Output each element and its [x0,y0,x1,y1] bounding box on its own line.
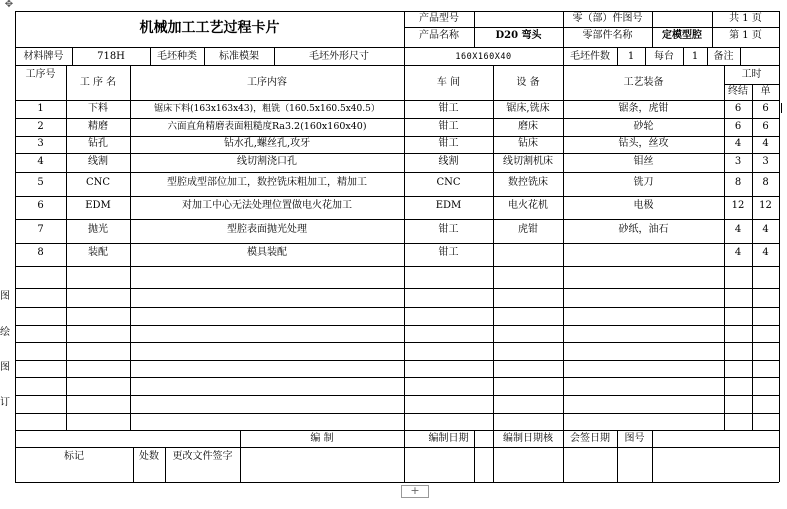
change-doc-label: 更改文件签字 [172,451,233,462]
cell-seq: 2 [37,121,44,132]
cell-name: EDM [85,200,111,211]
product-name-value: D20 弯头 [495,30,542,41]
compile-label: 编 制 [310,433,334,444]
cell-content: 六面直角精磨表面粗糙度Ra3.2(160x160x40) [167,121,367,132]
mark-label: 标记 [64,451,84,462]
blank-size-label: 毛坯外形尺寸 [309,51,369,62]
cell-tooling: 锯条，虎钳 [618,103,669,114]
remark-label: 备注 [713,51,734,62]
col-hours-header: 工时 [741,69,762,80]
cell-name: 钻孔 [88,138,108,149]
cell-hours-final: 6 [734,103,742,114]
cell-seq: 7 [37,224,44,235]
cell-workshop: 线割 [438,156,459,167]
count-label: 处数 [139,451,159,462]
cell-content: 模具装配 [247,247,287,258]
part-no-label: 零（部）件图号 [572,13,643,24]
grid-line [15,430,779,431]
cell-equipment: 虎钳 [518,224,538,235]
cell-name: 抛光 [88,224,108,235]
cell-tooling: 砂轮 [633,121,654,132]
cell-content: 线切割浇口孔 [237,156,297,167]
cell-hours-final: 8 [734,177,742,188]
grid-line [15,482,779,483]
cell-content: 型腔表面抛光处理 [227,224,307,235]
blank-count-label: 毛坯件数 [570,51,610,62]
table-move-handle-icon[interactable]: ✥ [4,0,14,10]
blank-size-value: 160X160X40 [455,52,512,62]
side-label: 订 [0,397,10,408]
col-content-header: 工序内容 [247,77,287,88]
side-label: 图 [0,362,10,373]
grid-line [15,447,779,448]
grid-line [652,430,653,482]
cell-equipment: 电火花机 [508,200,548,211]
page-title: 机械加工工艺过程卡片 [139,20,280,36]
cell-seq: 1 [37,103,44,114]
cell-equipment: 钻床 [518,138,538,149]
product-name-label: 产品名称 [419,30,459,41]
cell-seq: 8 [37,247,44,258]
cell-workshop: 钳工 [438,103,459,114]
grid-line [404,27,779,28]
add-row-button[interactable]: + [401,485,429,498]
side-label: 图 [0,291,10,302]
cell-content: 锯床下料(163x163x43)，粗铣（160.5x160.5x40.5） [154,104,380,114]
col-tooling-header: 工艺装备 [623,77,664,88]
cell-seq: 6 [37,200,44,211]
row-end-marker [781,103,783,113]
grid-line [779,11,780,482]
cell-workshop: 钳工 [438,224,459,235]
part-name-value: 定模型腔 [662,30,702,41]
cell-tooling: 铣刀 [633,177,654,188]
blank-count-value: 1 [627,51,635,62]
grid-line [740,47,741,65]
grid-line [493,65,494,430]
cell-equipment: 锯床,铣床 [506,103,550,114]
cell-workshop: 钳工 [438,121,459,132]
cell-hours-unit: 8 [762,177,769,188]
cell-name: 装配 [88,247,108,258]
col-workshop-header: 车 间 [436,77,461,88]
cell-hours-final: 6 [734,121,742,132]
part-name-label: 零部件名称 [582,30,633,41]
grid-line [563,65,564,430]
cell-hours-unit: 4 [762,224,769,235]
grid-line [15,11,779,12]
cell-tooling: 砂纸，油石 [618,224,669,235]
cell-content: 型腔成型部位加工，数控铣床粗加工，精加工 [167,177,367,188]
col-seq-header: 工序号 [25,69,56,80]
cell-name: 精磨 [88,121,108,132]
blank-type-value: 标准模架 [219,51,259,62]
cell-content: 钻水孔,螺丝孔,攻牙 [223,138,311,149]
cell-seq: 5 [37,177,44,188]
cell-workshop: CNC [436,177,461,188]
cell-hours-final: 12 [731,200,745,211]
cell-seq: 4 [37,156,44,167]
side-label: 绘 [0,327,10,338]
grid-line [15,47,779,48]
per-unit-value: 1 [691,51,699,62]
cell-hours-unit: 4 [762,247,769,258]
check-date-label: 编制日期核 [503,433,553,444]
cell-workshop: 钳工 [438,247,459,258]
cell-equipment: 数控铣床 [508,177,548,188]
per-unit-label: 每台 [654,51,674,62]
cell-workshop: EDM [435,200,462,211]
cell-tooling: 电极 [633,200,654,211]
page-no: 第 1 页 [729,30,762,41]
compile-date-label: 编制日期 [428,433,469,444]
cell-hours-final: 4 [734,138,742,149]
cell-equipment: 线切割机床 [503,156,553,167]
total-pages: 共 1 页 [729,13,762,24]
col-hours-unit-header: 单 [760,86,771,97]
blank-type-label: 毛坯种类 [157,51,197,62]
cell-equipment: 磨床 [518,121,538,132]
cell-name: CNC [85,177,111,188]
cell-tooling: 钻头，丝攻 [618,138,669,149]
material-grade-value: 718H [97,51,125,62]
cell-name: 线割 [88,156,108,167]
cell-tooling: 钼丝 [633,156,654,167]
product-model-label: 产品型号 [419,13,459,24]
cell-content: 对加工中心无法处理位置做电火花加工 [182,200,352,211]
cell-workshop: 钳工 [438,138,459,149]
cell-hours-unit: 3 [762,156,769,167]
col-equipment-header: 设 备 [516,77,540,88]
cell-hours-final: 4 [734,247,742,258]
cell-hours-unit: 6 [762,103,769,114]
cell-name: 下料 [88,103,108,114]
drawing-no-label: 图号 [624,433,645,444]
material-grade-label: 材料牌号 [23,51,64,62]
cell-hours-unit: 12 [759,200,772,211]
sign-date-label: 会签日期 [570,433,610,444]
cell-hours-unit: 6 [762,121,769,132]
col-name-header: 工 序 名 [79,77,117,88]
cell-hours-unit: 4 [762,138,769,149]
cell-hours-final: 3 [734,156,742,167]
col-hours-final-header: 终结 [728,86,748,97]
cell-seq: 3 [37,138,44,149]
cell-hours-final: 4 [734,224,742,235]
